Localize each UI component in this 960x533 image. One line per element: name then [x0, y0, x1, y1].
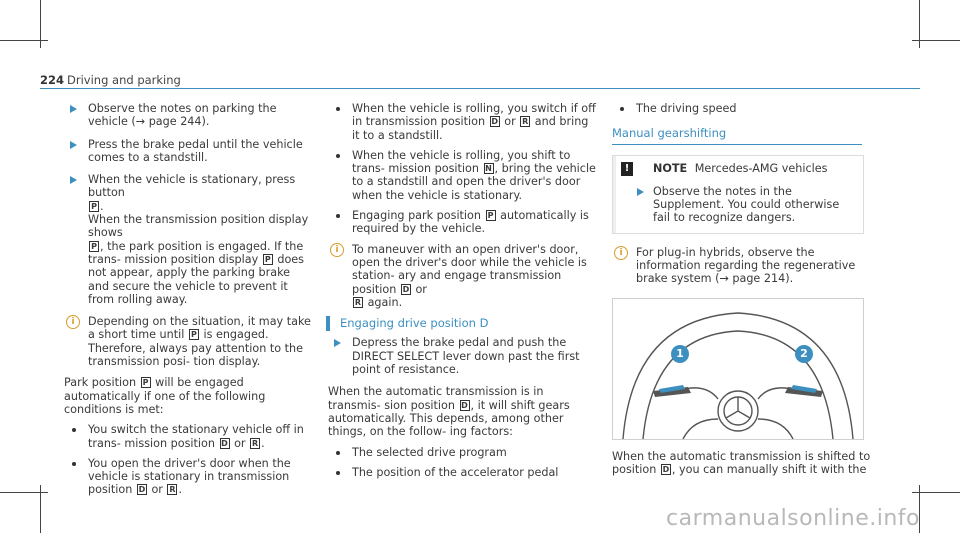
list-text: The position of the accelerator pedal	[352, 465, 559, 479]
crop-mark	[0, 492, 48, 493]
step-arrow-icon	[70, 105, 77, 113]
list-text: You switch the stationary vehicle off in trans- mission position	[88, 423, 304, 450]
paragraph	[328, 385, 598, 438]
info-note	[612, 246, 877, 286]
info-note	[64, 315, 314, 368]
column-3	[612, 102, 877, 483]
bullet-icon	[336, 154, 340, 158]
steering-wheel-figure	[612, 298, 864, 440]
list-item	[64, 457, 314, 497]
list-text: When the vehicle is rolling, you shift to trans- mission position	[352, 148, 571, 176]
note-label: NOTE	[653, 161, 688, 175]
info-icon: i	[66, 315, 80, 329]
page-number: 224	[40, 73, 65, 87]
note-text: again.	[367, 295, 403, 309]
list-text: The selected drive program	[352, 445, 507, 459]
reverse-key-icon: R	[354, 297, 362, 307]
park-key-icon: P	[141, 377, 151, 388]
heading-bar	[326, 316, 330, 331]
list-text: When the vehicle is rolling, you switch if off in transmission position	[352, 102, 596, 129]
paragraph	[612, 450, 877, 477]
park-key-icon: P	[263, 254, 273, 265]
list-item	[612, 102, 877, 115]
paragraph-text: When the automatic transmission is in transmis- sion position	[328, 385, 544, 412]
drive-key-icon: D	[402, 284, 410, 294]
note-text: is engaged. Therefore, always pay attention to the transmission posi- tion display.	[88, 328, 304, 369]
neutral-key-icon: N	[485, 164, 492, 174]
park-key-icon: P	[89, 241, 99, 252]
column-2	[328, 102, 598, 486]
section-heading	[328, 317, 598, 330]
bullet-icon	[336, 107, 340, 111]
list-text: or	[151, 483, 163, 497]
list-text: or	[234, 436, 246, 450]
paragraph-text: , you can manually shift it with the	[671, 462, 867, 476]
paragraph	[64, 376, 314, 416]
crop-mark	[0, 40, 48, 41]
list-text: and bring it to a standstill.	[352, 115, 589, 142]
crop-mark	[912, 40, 960, 41]
park-key-icon: P	[189, 329, 199, 340]
step-observe-parking	[64, 102, 314, 129]
step-text: Observe the notes on parking the vehicle (→ page 244).	[88, 102, 277, 129]
list-item	[328, 446, 598, 459]
step-text: When the vehicle is stationary, press button	[88, 173, 296, 200]
bullet-icon	[336, 214, 340, 218]
paragraph-text: will be engaged automatically if one of the following conditions is met:	[64, 376, 266, 416]
note-box-header	[613, 156, 863, 181]
list-item	[328, 102, 598, 142]
list-text: You open the driver's door when the vehicle is stationary in transmission position	[88, 456, 291, 497]
step-text: When the transmission position display shows	[88, 213, 309, 240]
list-item	[64, 423, 314, 450]
reverse-key-icon: R	[169, 485, 176, 495]
step-text: .	[100, 199, 104, 213]
note-text: To maneuver with an open driver's door, open the driver's door while the vehicle is station- ary and engage transmission position	[352, 242, 587, 296]
paragraph-text: Park position	[64, 376, 137, 390]
reverse-key-icon: R	[522, 117, 529, 127]
crop-mark	[912, 492, 960, 493]
step-text: Depress the brake pedal and push the DIRECT SELECT lever down past the first point of resistance.	[352, 336, 580, 377]
drive-key-icon: D	[138, 485, 146, 495]
step-text: does not appear, apply the parking brake and secure the vehicle to prevent it from rolling away.	[88, 252, 305, 306]
list-text: , bring the vehicle to a standstill and open the driver's door when the vehicle is stationary.	[352, 162, 596, 202]
step-text: Press the brake pedal until the vehicle comes to a standstill.	[88, 137, 303, 164]
bullet-icon	[620, 107, 624, 111]
heading-text: Engaging drive position D	[340, 316, 489, 331]
info-note	[328, 243, 598, 309]
note-box-body	[613, 181, 863, 233]
drive-key-icon: D	[221, 438, 228, 448]
park-key-icon: P	[89, 201, 99, 212]
drive-key-icon: D	[662, 464, 670, 474]
bullet-icon	[336, 471, 340, 475]
manual-gearshifting-heading: Manual gearshifting	[612, 127, 862, 144]
list-text: .	[178, 483, 183, 497]
callout-2: 2	[795, 345, 813, 363]
step-press-park	[64, 173, 314, 306]
step-depress-brake	[328, 336, 598, 376]
section-title: Driving and parking	[67, 73, 181, 87]
warning-icon: !	[621, 162, 633, 176]
note-title: Mercedes-AMG vehicles	[694, 161, 828, 175]
note-text: Observe the notes in the Supplement. You could otherwise fail to recognize dangers.	[653, 184, 840, 225]
list-text: or	[504, 115, 516, 129]
park-key-icon: P	[486, 210, 496, 221]
list-text: .	[261, 436, 265, 450]
paragraph-text: , it will shift gears automatically. This depends, among other things, on the follow- ing factors:	[328, 398, 570, 439]
step-press-brake	[64, 138, 314, 165]
bullet-icon	[72, 428, 76, 432]
info-icon: i	[614, 246, 628, 260]
list-text: The driving speed	[636, 102, 737, 115]
note-text: or	[415, 282, 427, 296]
list-text: Engaging park position	[352, 209, 481, 223]
bullet-icon	[336, 451, 340, 455]
step-arrow-icon	[334, 339, 341, 347]
drive-key-icon: D	[491, 117, 498, 127]
header-rule	[40, 88, 920, 89]
reverse-key-icon: R	[251, 438, 259, 448]
info-icon: i	[330, 243, 344, 257]
step-arrow-icon	[70, 176, 77, 184]
list-item	[328, 466, 598, 479]
note-text: For plug-in hybrids, observe the information regarding the regenerative brake system (→ page 214).	[636, 245, 856, 286]
note-text: Depending on the situation, it may take a short time until	[88, 315, 311, 342]
list-item	[328, 149, 598, 202]
bullet-icon	[72, 462, 76, 466]
step-arrow-icon	[637, 188, 644, 196]
step-arrow-icon	[70, 141, 77, 149]
list-text: automatically is required by the vehicle.	[352, 209, 589, 236]
note-box	[612, 155, 864, 234]
list-item	[328, 209, 598, 236]
steering-wheel-illustration	[613, 299, 863, 439]
watermark: carmanualsonline.info	[666, 505, 920, 531]
drive-key-icon: D	[461, 400, 468, 410]
paragraph-text: When the automatic transmission is shifted to position	[612, 449, 871, 476]
callout-1: 1	[671, 345, 689, 363]
column-1	[64, 102, 314, 504]
step-text: , the park position is engaged. If the trans- mission position display	[88, 239, 304, 266]
